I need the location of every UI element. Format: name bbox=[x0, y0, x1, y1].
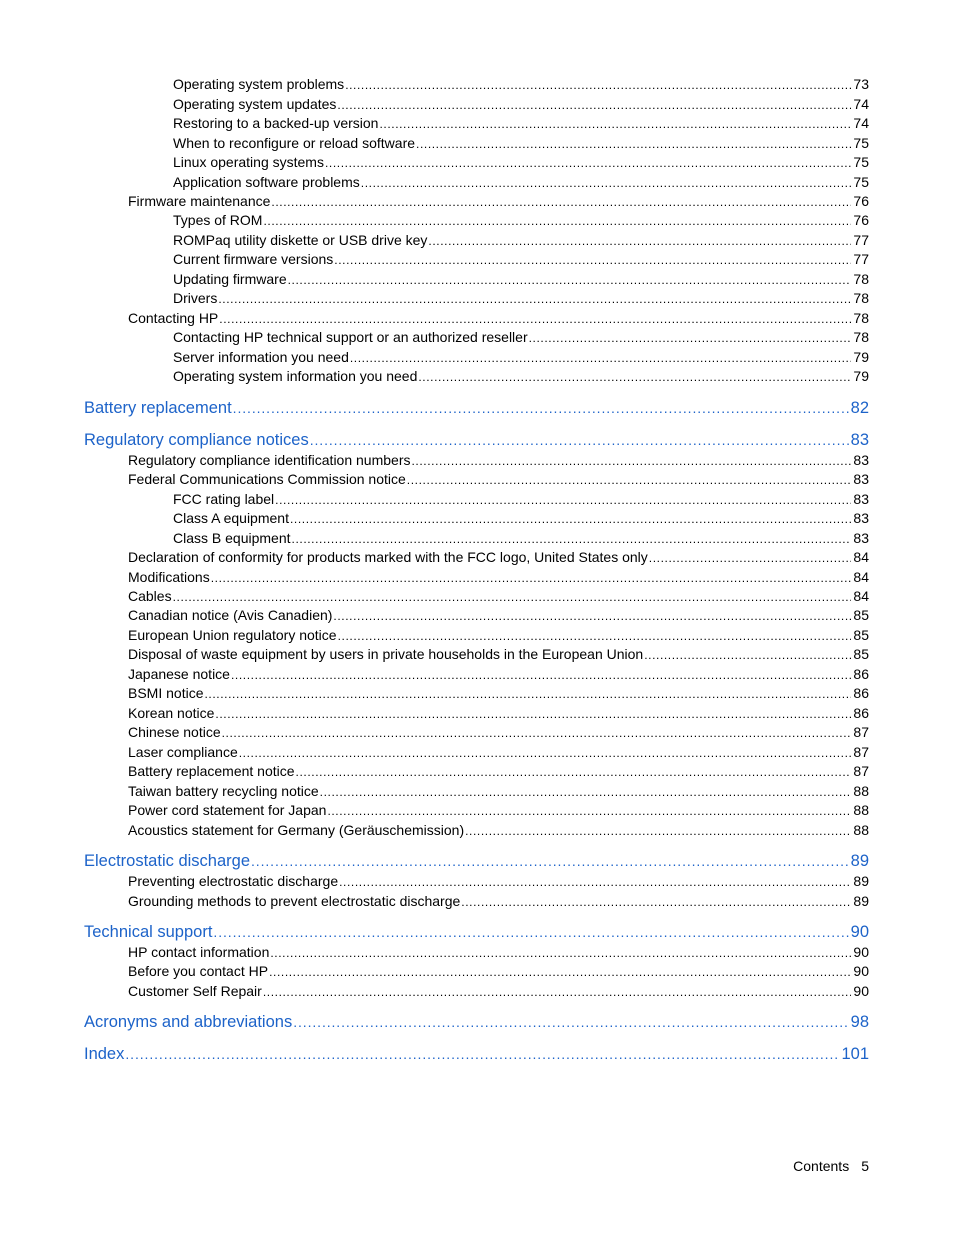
toc-entry[interactable] bbox=[173, 114, 869, 133]
toc-entry-page: 88 bbox=[853, 822, 869, 838]
toc-entry-title: Preventing electrostatic discharge bbox=[128, 873, 339, 889]
toc-entry[interactable] bbox=[128, 606, 869, 625]
toc-entry-page: 90 bbox=[853, 944, 869, 960]
toc-entry-page: 89 bbox=[853, 893, 869, 909]
toc-entry-title: Operating system problems bbox=[173, 76, 345, 92]
toc-entry-title: Battery replacement bbox=[84, 399, 232, 417]
toc-entry[interactable] bbox=[173, 95, 869, 114]
toc-entry-page: 88 bbox=[853, 783, 869, 799]
toc-entry-page: 101 bbox=[841, 1045, 869, 1063]
toc-entry-title: Cables bbox=[128, 588, 172, 604]
toc-chapter-link[interactable] bbox=[84, 397, 869, 419]
toc-entry-title: Types of ROM bbox=[173, 212, 263, 228]
toc-entry-page: 83 bbox=[850, 431, 869, 449]
toc-entry-page: 89 bbox=[853, 873, 869, 889]
toc-entry-title: Battery replacement notice bbox=[128, 763, 295, 779]
toc-entry-title: Index bbox=[84, 1045, 125, 1063]
toc-entry-page: 78 bbox=[853, 290, 869, 306]
toc-entry-page: 90 bbox=[853, 983, 869, 999]
toc-entry-page: 77 bbox=[853, 251, 869, 267]
toc-entry[interactable] bbox=[173, 211, 869, 230]
toc-entry-title: Technical support bbox=[84, 923, 213, 941]
toc-entry[interactable] bbox=[128, 626, 869, 645]
toc-entry[interactable] bbox=[173, 348, 869, 367]
toc-entry[interactable] bbox=[128, 762, 869, 781]
toc-entry-page: 84 bbox=[853, 549, 869, 565]
toc-entry-title: Updating firmware bbox=[173, 271, 287, 287]
toc-entry-page: 83 bbox=[853, 510, 869, 526]
toc-entry-title: Contacting HP bbox=[128, 310, 219, 326]
toc-entry-title: Regulatory compliance notices bbox=[84, 431, 309, 449]
toc-entry-title: Modifications bbox=[128, 569, 210, 585]
toc-entry[interactable] bbox=[128, 704, 869, 723]
toc-entry[interactable] bbox=[128, 451, 869, 470]
toc-entry[interactable] bbox=[128, 782, 869, 801]
toc-entry-page: 87 bbox=[853, 744, 869, 760]
toc-entry-title: FCC rating label bbox=[173, 491, 275, 507]
page-footer bbox=[793, 1158, 869, 1174]
toc-entry[interactable] bbox=[173, 509, 869, 528]
toc-entry-title: Restoring to a backed-up version bbox=[173, 115, 379, 131]
toc-entry-title: HP contact information bbox=[128, 944, 270, 960]
toc-entry-title: Before you contact HP bbox=[128, 963, 269, 979]
toc-entry-title: Application software problems bbox=[173, 174, 360, 190]
toc-entry-title: Linux operating systems bbox=[173, 154, 324, 170]
toc-entry[interactable] bbox=[173, 231, 869, 250]
toc-entry[interactable] bbox=[128, 821, 869, 840]
toc-entry[interactable] bbox=[128, 309, 869, 328]
toc-entry-page: 78 bbox=[853, 329, 869, 345]
toc-chapter-link[interactable] bbox=[84, 429, 869, 451]
toc-entry-page: 75 bbox=[853, 174, 869, 190]
toc-entry-page: 83 bbox=[853, 471, 869, 487]
toc-entry[interactable] bbox=[173, 75, 869, 94]
toc-entry-title: BSMI notice bbox=[128, 685, 204, 701]
toc-chapter-link[interactable] bbox=[84, 1011, 869, 1033]
toc-entry-page: 79 bbox=[853, 349, 869, 365]
toc-entry[interactable] bbox=[128, 962, 869, 981]
toc-entry-title: Canadian notice (Avis Canadien) bbox=[128, 607, 333, 623]
toc-entry-title: When to reconfigure or reload software bbox=[173, 135, 416, 151]
toc-entry-title: Customer Self Repair bbox=[128, 983, 262, 999]
toc-entry-page: 77 bbox=[853, 232, 869, 248]
toc-entry-page: 89 bbox=[850, 852, 869, 870]
toc-entry[interactable] bbox=[128, 743, 869, 762]
toc-entry-page: 78 bbox=[853, 310, 869, 326]
toc-entry[interactable] bbox=[128, 982, 869, 1001]
footer-page-number: 5 bbox=[861, 1158, 869, 1174]
toc-entry-page: 79 bbox=[853, 368, 869, 384]
toc-entry-page: 87 bbox=[853, 763, 869, 779]
toc-entry[interactable] bbox=[173, 270, 869, 289]
toc-entry-page: 88 bbox=[853, 802, 869, 818]
toc-entry-page: 98 bbox=[850, 1013, 869, 1031]
toc-entry-page: 90 bbox=[850, 923, 869, 941]
toc-entry-title: European Union regulatory notice bbox=[128, 627, 337, 643]
toc-entry-page: 83 bbox=[853, 452, 869, 468]
toc-entry-title: Grounding methods to prevent electrostatic discharge bbox=[128, 893, 461, 909]
toc-entry[interactable] bbox=[128, 684, 869, 703]
toc-entry-page: 83 bbox=[853, 491, 869, 507]
toc-entry[interactable] bbox=[128, 665, 869, 684]
toc-entry-page: 73 bbox=[853, 76, 869, 92]
toc-entry-title: Server information you need bbox=[173, 349, 349, 365]
toc-entry[interactable] bbox=[173, 250, 869, 269]
toc-entry-title: Laser compliance bbox=[128, 744, 238, 760]
toc-entry-title: Contacting HP technical support or an authorized reseller bbox=[173, 329, 528, 345]
toc-entry[interactable] bbox=[128, 723, 869, 742]
toc-chapter-link[interactable] bbox=[84, 921, 869, 943]
toc-entry[interactable] bbox=[173, 289, 869, 308]
toc-entry[interactable] bbox=[128, 548, 869, 567]
toc-entry-page: 75 bbox=[853, 135, 869, 151]
toc-entry-title: Electrostatic discharge bbox=[84, 852, 250, 870]
toc-entry-title: Power cord statement for Japan bbox=[128, 802, 327, 818]
toc-entry[interactable] bbox=[128, 872, 869, 891]
toc-entry[interactable] bbox=[173, 328, 869, 347]
toc-entry-page: 90 bbox=[853, 963, 869, 979]
toc-entry-page: 75 bbox=[853, 154, 869, 170]
toc-entry-title: Regulatory compliance identification numbers bbox=[128, 452, 411, 468]
toc-entry-page: 84 bbox=[853, 588, 869, 604]
toc-entry-page: 76 bbox=[853, 193, 869, 209]
toc-entry[interactable] bbox=[128, 892, 869, 911]
toc-entry[interactable] bbox=[128, 470, 869, 489]
toc-entry[interactable] bbox=[173, 490, 869, 509]
toc-entry-title: Federal Communications Commission notice bbox=[128, 471, 406, 487]
toc-entry-title: Acoustics statement for Germany (Geräuschemission) bbox=[128, 822, 465, 838]
toc-entry-title: Disposal of waste equipment by users in private households in the European Union bbox=[128, 646, 644, 662]
toc-entry-title: Current firmware versions bbox=[173, 251, 334, 267]
toc-entry-page: 85 bbox=[853, 646, 869, 662]
toc-entry[interactable] bbox=[128, 801, 869, 820]
toc-chapter-link[interactable] bbox=[84, 1043, 869, 1065]
toc-entry-title: ROMPaq utility diskette or USB drive key bbox=[173, 232, 428, 248]
toc-entry-page: 78 bbox=[853, 271, 869, 287]
toc-entry-title: Class B equipment bbox=[173, 530, 291, 546]
toc-entry[interactable] bbox=[128, 645, 869, 664]
toc-entry-page: 85 bbox=[853, 627, 869, 643]
toc-entry[interactable] bbox=[128, 568, 869, 587]
toc-entry-page: 84 bbox=[853, 569, 869, 585]
toc-entry-page: 76 bbox=[853, 212, 869, 228]
toc-chapter-link[interactable] bbox=[84, 850, 869, 872]
toc-entry[interactable] bbox=[128, 192, 869, 211]
toc-entry[interactable] bbox=[173, 173, 869, 192]
toc-entry-page: 74 bbox=[853, 115, 869, 131]
toc-entry-title: Drivers bbox=[173, 290, 218, 306]
toc-entry-page: 86 bbox=[853, 666, 869, 682]
toc-entry-page: 87 bbox=[853, 724, 869, 740]
toc-entry-title: Class A equipment bbox=[173, 510, 289, 526]
toc-entry-page: 83 bbox=[853, 530, 869, 546]
toc-entry[interactable] bbox=[128, 943, 869, 962]
toc-entry-page: 74 bbox=[853, 96, 869, 112]
toc-entry-title: Japanese notice bbox=[128, 666, 230, 682]
toc-entry-title: Firmware maintenance bbox=[128, 193, 271, 209]
toc-entry-title: Operating system updates bbox=[173, 96, 337, 112]
toc-entry[interactable] bbox=[173, 153, 869, 172]
toc-entry-title: Chinese notice bbox=[128, 724, 221, 740]
toc-entry-title: Acronyms and abbreviations bbox=[84, 1013, 293, 1031]
toc-entry-title: Taiwan battery recycling notice bbox=[128, 783, 319, 799]
toc-entry[interactable] bbox=[128, 587, 869, 606]
toc-entry-page: 86 bbox=[853, 685, 869, 701]
toc-entry-page: 85 bbox=[853, 607, 869, 623]
toc-entry-page: 86 bbox=[853, 705, 869, 721]
toc-entry-title: Declaration of conformity for products marked with the FCC logo, United States only bbox=[128, 549, 648, 565]
toc-entry-page: 82 bbox=[850, 399, 869, 417]
toc-entry[interactable] bbox=[173, 134, 869, 153]
toc-entry[interactable] bbox=[173, 367, 869, 386]
toc-entry-title: Operating system information you need bbox=[173, 368, 418, 384]
toc-entry[interactable] bbox=[173, 529, 869, 548]
toc-entry-title: Korean notice bbox=[128, 705, 215, 721]
footer-section-label: Contents bbox=[793, 1158, 850, 1174]
